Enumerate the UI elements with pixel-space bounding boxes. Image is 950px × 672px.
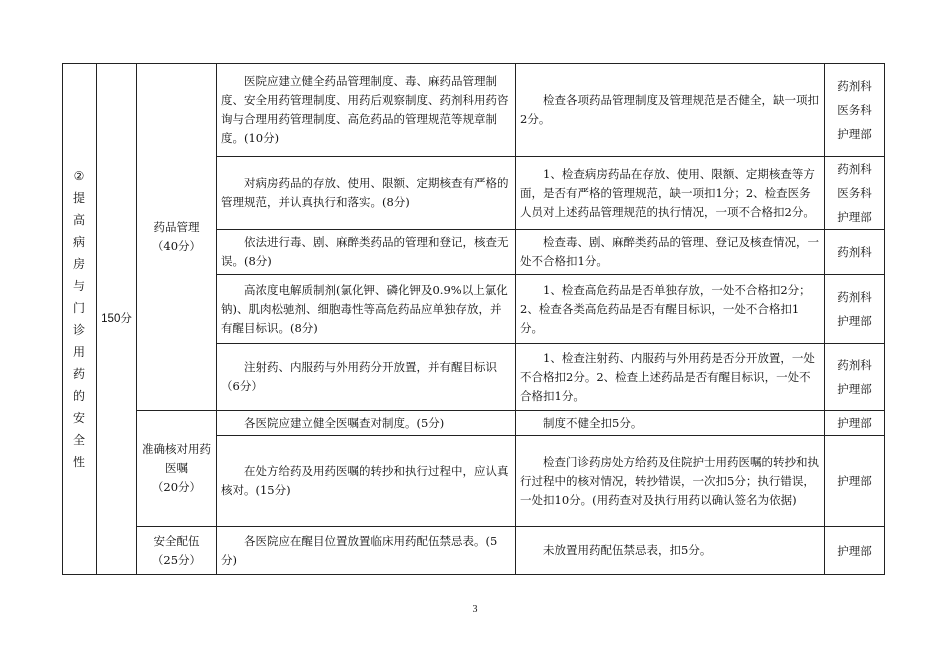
dept-cell [825, 411, 885, 436]
dept-name: 药剂科 [837, 245, 872, 259]
dept-cell [825, 157, 885, 230]
method-cell: 检查门诊药房处方给药及住院护士用药医嘱的转抄和执行过程中的核对情况，转抄错误，一次扣5分；执行错误，一处扣10分。(用药查对及执行用药以确认签名为依据) [516, 436, 825, 527]
page-number: 3 [472, 604, 478, 615]
dept-name: 药剂科 [837, 162, 872, 176]
dept-cell [825, 230, 885, 275]
section-char: ② [73, 169, 86, 183]
requirement-cell: 依法进行毒、剧、麻醉类药品的管理和登记，核查无误。(8分) [217, 230, 516, 275]
category-order-check [137, 411, 217, 527]
dept-name: 护理部 [837, 127, 872, 141]
dept-name: 药剂科 [837, 79, 872, 93]
category-name: 安全配伍 [153, 533, 200, 548]
dept-name: 医务科 [837, 186, 872, 200]
section-title-cell [63, 64, 97, 575]
dept-name: 药剂科 [837, 358, 872, 372]
requirement-cell: 对病房药品的存放、使用、限额、定期核查有严格的管理规范，并认真执行和落实。(8分) [217, 157, 516, 230]
table-row [63, 64, 885, 157]
table-row [63, 527, 885, 575]
dept-name: 药剂科 [837, 290, 872, 304]
requirement-cell: 在处方给药及用药医嘱的转抄和执行过程中，应认真核对。(15分) [217, 436, 516, 527]
category-score: （40分） [151, 239, 202, 253]
dept-name: 医务科 [837, 103, 872, 117]
dept-name: 护理部 [837, 210, 872, 224]
requirement-cell: 各医院应在醒目位置放置临床用药配伍禁忌表。(5分) [217, 527, 516, 575]
table-row [63, 411, 885, 436]
method-cell: 检查各项药品管理制度及管理规范是否健全，缺一项扣2分。 [516, 64, 825, 157]
method-cell: 1、检查注射药、内服药与外用药是否分开放置，一处不合格扣2分。2、检查上述药品是否有醒目标识，一处不合格扣1分。 [516, 344, 825, 411]
category-name: 准确核对用药医嘱 [142, 442, 211, 475]
evaluation-table [62, 63, 885, 575]
section-char: 安 [72, 411, 86, 425]
category-score: （25分） [151, 552, 202, 567]
dept-name: 护理部 [837, 314, 872, 328]
method-cell: 1、检查病房药品在存放、使用、限额、定期核查等方面，是否有严格的管理规范，缺一项扣1分；2、检查医务人员对上述药品管理规范的执行情况，一项不合格扣2分。 [516, 157, 825, 230]
requirement-cell: 医院应建立健全药品管理制度、毒、麻药品管理制度、安全用药管理制度、用药后观察制度、药剂科用药咨询与合理用药管理制度、高危药品的管理规范等规章制度。(10分) [217, 64, 516, 157]
method-cell: 未放置用药配伍禁忌表，扣5分。 [516, 527, 825, 575]
dept-cell [825, 527, 885, 575]
dept-name: 护理部 [837, 474, 872, 488]
dept-name: 护理部 [837, 382, 872, 396]
method-cell: 制度不健全扣5分。 [516, 411, 825, 436]
section-char: 的 [72, 389, 86, 403]
total-score: 150分 [97, 64, 137, 575]
dept-cell [825, 64, 885, 157]
dept-name: 护理部 [837, 543, 872, 558]
section-char: 病 [72, 235, 86, 249]
section-char: 提 [72, 191, 86, 205]
requirement-cell: 注射药、内服药与外用药分开放置，并有醒目标识（6分） [217, 344, 516, 411]
dept-name: 护理部 [837, 416, 872, 430]
section-char: 药 [72, 367, 86, 381]
section-char: 房 [72, 257, 86, 271]
method-cell: 检查毒、剧、麻醉类药品的管理、登记及核查情况，一处不合格扣1分。 [516, 230, 825, 275]
category-compatibility [137, 527, 217, 575]
section-char: 与 [72, 279, 86, 293]
section-char: 门 [72, 301, 86, 315]
category-name: 药品管理 [153, 220, 200, 234]
requirement-cell: 各医院应建立健全医嘱查对制度。(5分) [217, 411, 516, 436]
dept-cell [825, 275, 885, 344]
section-char: 诊 [72, 323, 86, 337]
category-score: （20分） [151, 480, 202, 494]
dept-cell [825, 436, 885, 527]
category-drug-management [137, 64, 217, 411]
section-char: 高 [72, 213, 86, 227]
dept-cell [825, 344, 885, 411]
section-char: 全 [72, 433, 86, 447]
section-char: 性 [72, 455, 86, 469]
section-char: 用 [72, 345, 86, 359]
requirement-cell: 高浓度电解质制剂(氯化钾、磷化钾及0.9%以上氯化钠)、肌肉松驰剂、细胞毒性等高危药品应单独存放，并有醒目标识。(8分) [217, 275, 516, 344]
method-cell: 1、检查高危药品是否单独存放，一处不合格扣2分；2、检查各类高危药品是否有醒目标识，一处不合格扣1分。 [516, 275, 825, 344]
